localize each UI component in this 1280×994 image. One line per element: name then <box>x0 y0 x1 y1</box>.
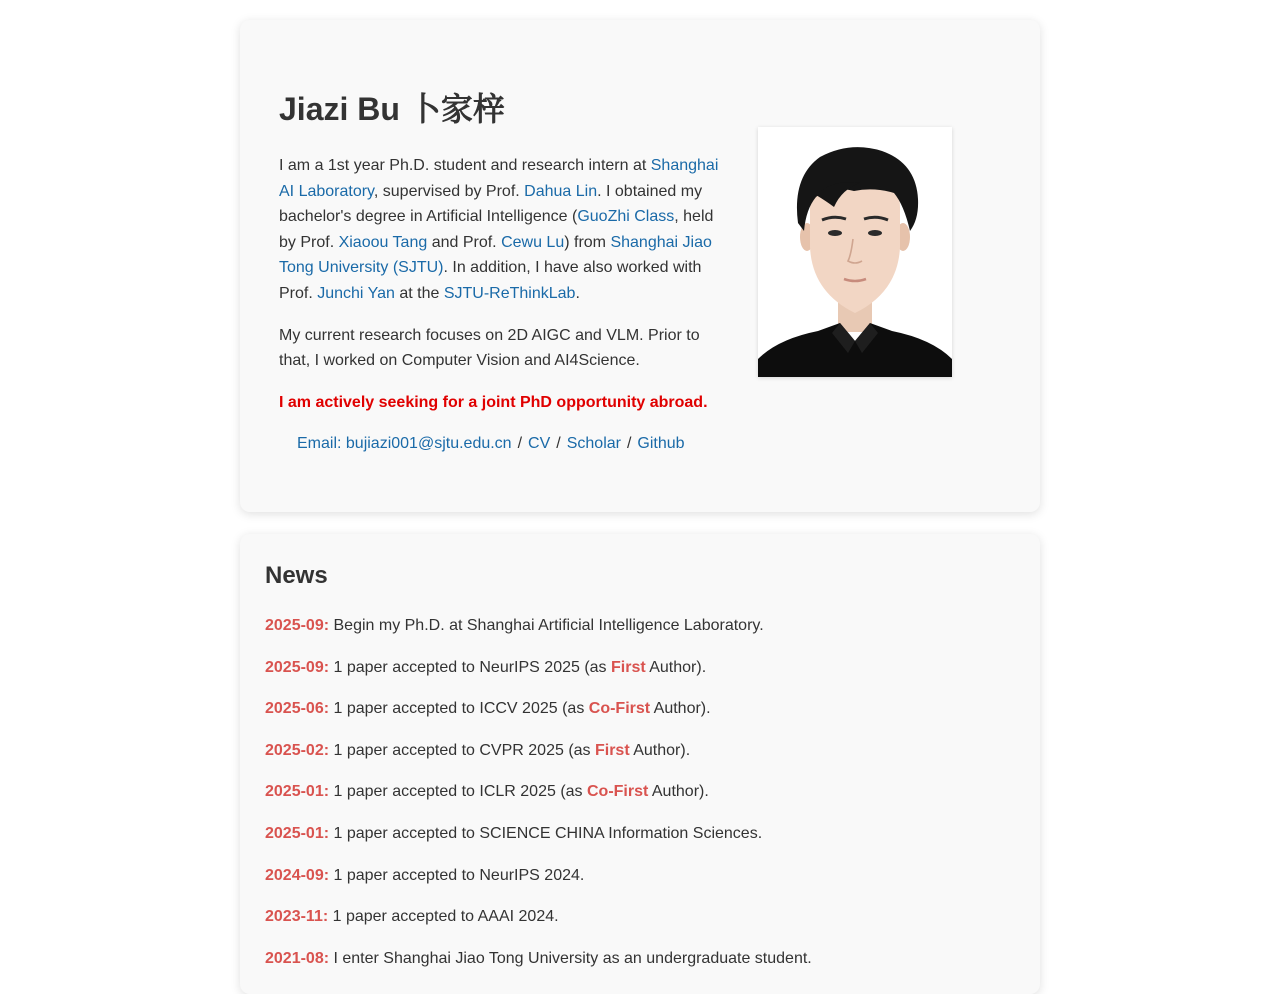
news-date: 2025-01: <box>265 824 330 842</box>
news-date: 2021-08: <box>265 949 330 967</box>
bio-text: at the <box>394 284 444 302</box>
news-text: Author). <box>650 700 711 718</box>
shanghai-ai-lab-link[interactable]: Shanghai AI Laboratory <box>279 157 719 200</box>
news-text: Begin my Ph.D. at Shanghai Artificial Intelligence Laboratory. <box>329 617 764 634</box>
news-item <box>265 655 812 697</box>
news-text: Author). <box>645 658 707 676</box>
seeking-notice: I am actively seeking for a joint PhD opportunity abroad. <box>279 393 708 411</box>
news-date: 2025-02: <box>265 741 330 759</box>
dahua-lin-link[interactable]: Dahua Lin <box>524 182 598 200</box>
cv-link[interactable]: CV <box>528 435 551 452</box>
news-text: Author). <box>648 783 709 801</box>
bio-text: , held by Prof. <box>279 208 714 251</box>
junchi-yan-link[interactable]: Junchi Yan <box>317 284 395 302</box>
news-date: 2024-09: <box>265 866 330 884</box>
news-item <box>265 946 812 988</box>
github-link[interactable]: Github <box>637 435 685 452</box>
news-date: 2025-01: <box>265 783 330 801</box>
author-role: Co-First <box>586 783 649 801</box>
news-text: 1 paper accepted to ICCV 2025 (as <box>329 700 589 718</box>
email-link[interactable]: Email: bujiazi001@sjtu.edu.cn <box>297 435 512 452</box>
news-text: Author). <box>629 741 691 759</box>
bio-text: ) from <box>564 233 611 251</box>
news-date: 2023-11: <box>265 908 329 926</box>
news-text: 1 paper accepted to AAAI 2024. <box>328 908 559 926</box>
news-date: 2025-06: <box>265 700 330 718</box>
bio-text: . In addition, I have also worked with Prof. <box>279 259 702 302</box>
news-text: 1 paper accepted to NeurIPS 2025 (as <box>329 658 611 676</box>
bio-text: I am a 1st year Ph.D. student and research intern at <box>279 157 651 174</box>
bio-paragraph <box>279 153 725 307</box>
news-text: I enter Shanghai Jiao Tong University as an undergraduate student. <box>329 949 812 967</box>
news-item <box>265 613 812 655</box>
cewu-lu-link[interactable]: Cewu Lu <box>501 233 565 251</box>
research-focus: My current research focuses on 2D AIGC and VLM. Prior to that, I worked on Computer Vision and AI4Science. <box>279 326 700 370</box>
news-list <box>265 613 812 987</box>
news-item <box>265 779 812 821</box>
news-text: 1 paper accepted to SCIENCE CHINA Information Sciences. <box>329 824 763 842</box>
link-separator: / <box>517 435 523 452</box>
author-role: First <box>611 658 646 676</box>
news-item <box>265 738 812 780</box>
news-item <box>265 863 812 905</box>
profile-photo <box>758 127 952 377</box>
news-text: 1 paper accepted to NeurIPS 2024. <box>329 866 585 884</box>
contact-links <box>297 431 685 457</box>
bio-text: and Prof. <box>427 233 502 251</box>
author-role: First <box>594 741 630 759</box>
guozhi-class-link[interactable]: GuoZhi Class <box>577 208 675 226</box>
news-section <box>240 534 1040 994</box>
page-title: Jiazi Bu 卜家梓 <box>279 91 505 127</box>
sjtu-link[interactable]: Shanghai Jiao Tong University (SJTU) <box>279 233 712 277</box>
bio-text: , supervised by Prof. <box>373 182 525 200</box>
portrait-image <box>758 127 952 377</box>
news-item <box>265 821 812 863</box>
bio <box>279 153 725 431</box>
news-text: 1 paper accepted to CVPR 2025 (as <box>329 741 595 759</box>
news-item <box>265 904 812 946</box>
link-separator: / <box>556 435 561 452</box>
profile-card <box>240 20 1040 512</box>
bio-text: . I obtained my bachelor's degree in Artificial Intelligence ( <box>279 182 703 226</box>
rethinklab-link[interactable]: SJTU-ReThinkLab <box>443 284 576 302</box>
news-text: 1 paper accepted to ICLR 2025 (as <box>329 783 587 801</box>
news-item <box>265 696 812 738</box>
xiaoou-tang-link[interactable]: Xiaoou Tang <box>338 233 428 251</box>
scholar-link[interactable]: Scholar <box>566 435 621 452</box>
author-role: Co-First <box>588 700 651 718</box>
link-separator: / <box>626 435 632 452</box>
news-heading: News <box>265 562 328 589</box>
news-date: 2025-09: <box>265 658 330 676</box>
news-date: 2025-09: <box>265 617 330 634</box>
bio-text: . <box>575 284 580 302</box>
